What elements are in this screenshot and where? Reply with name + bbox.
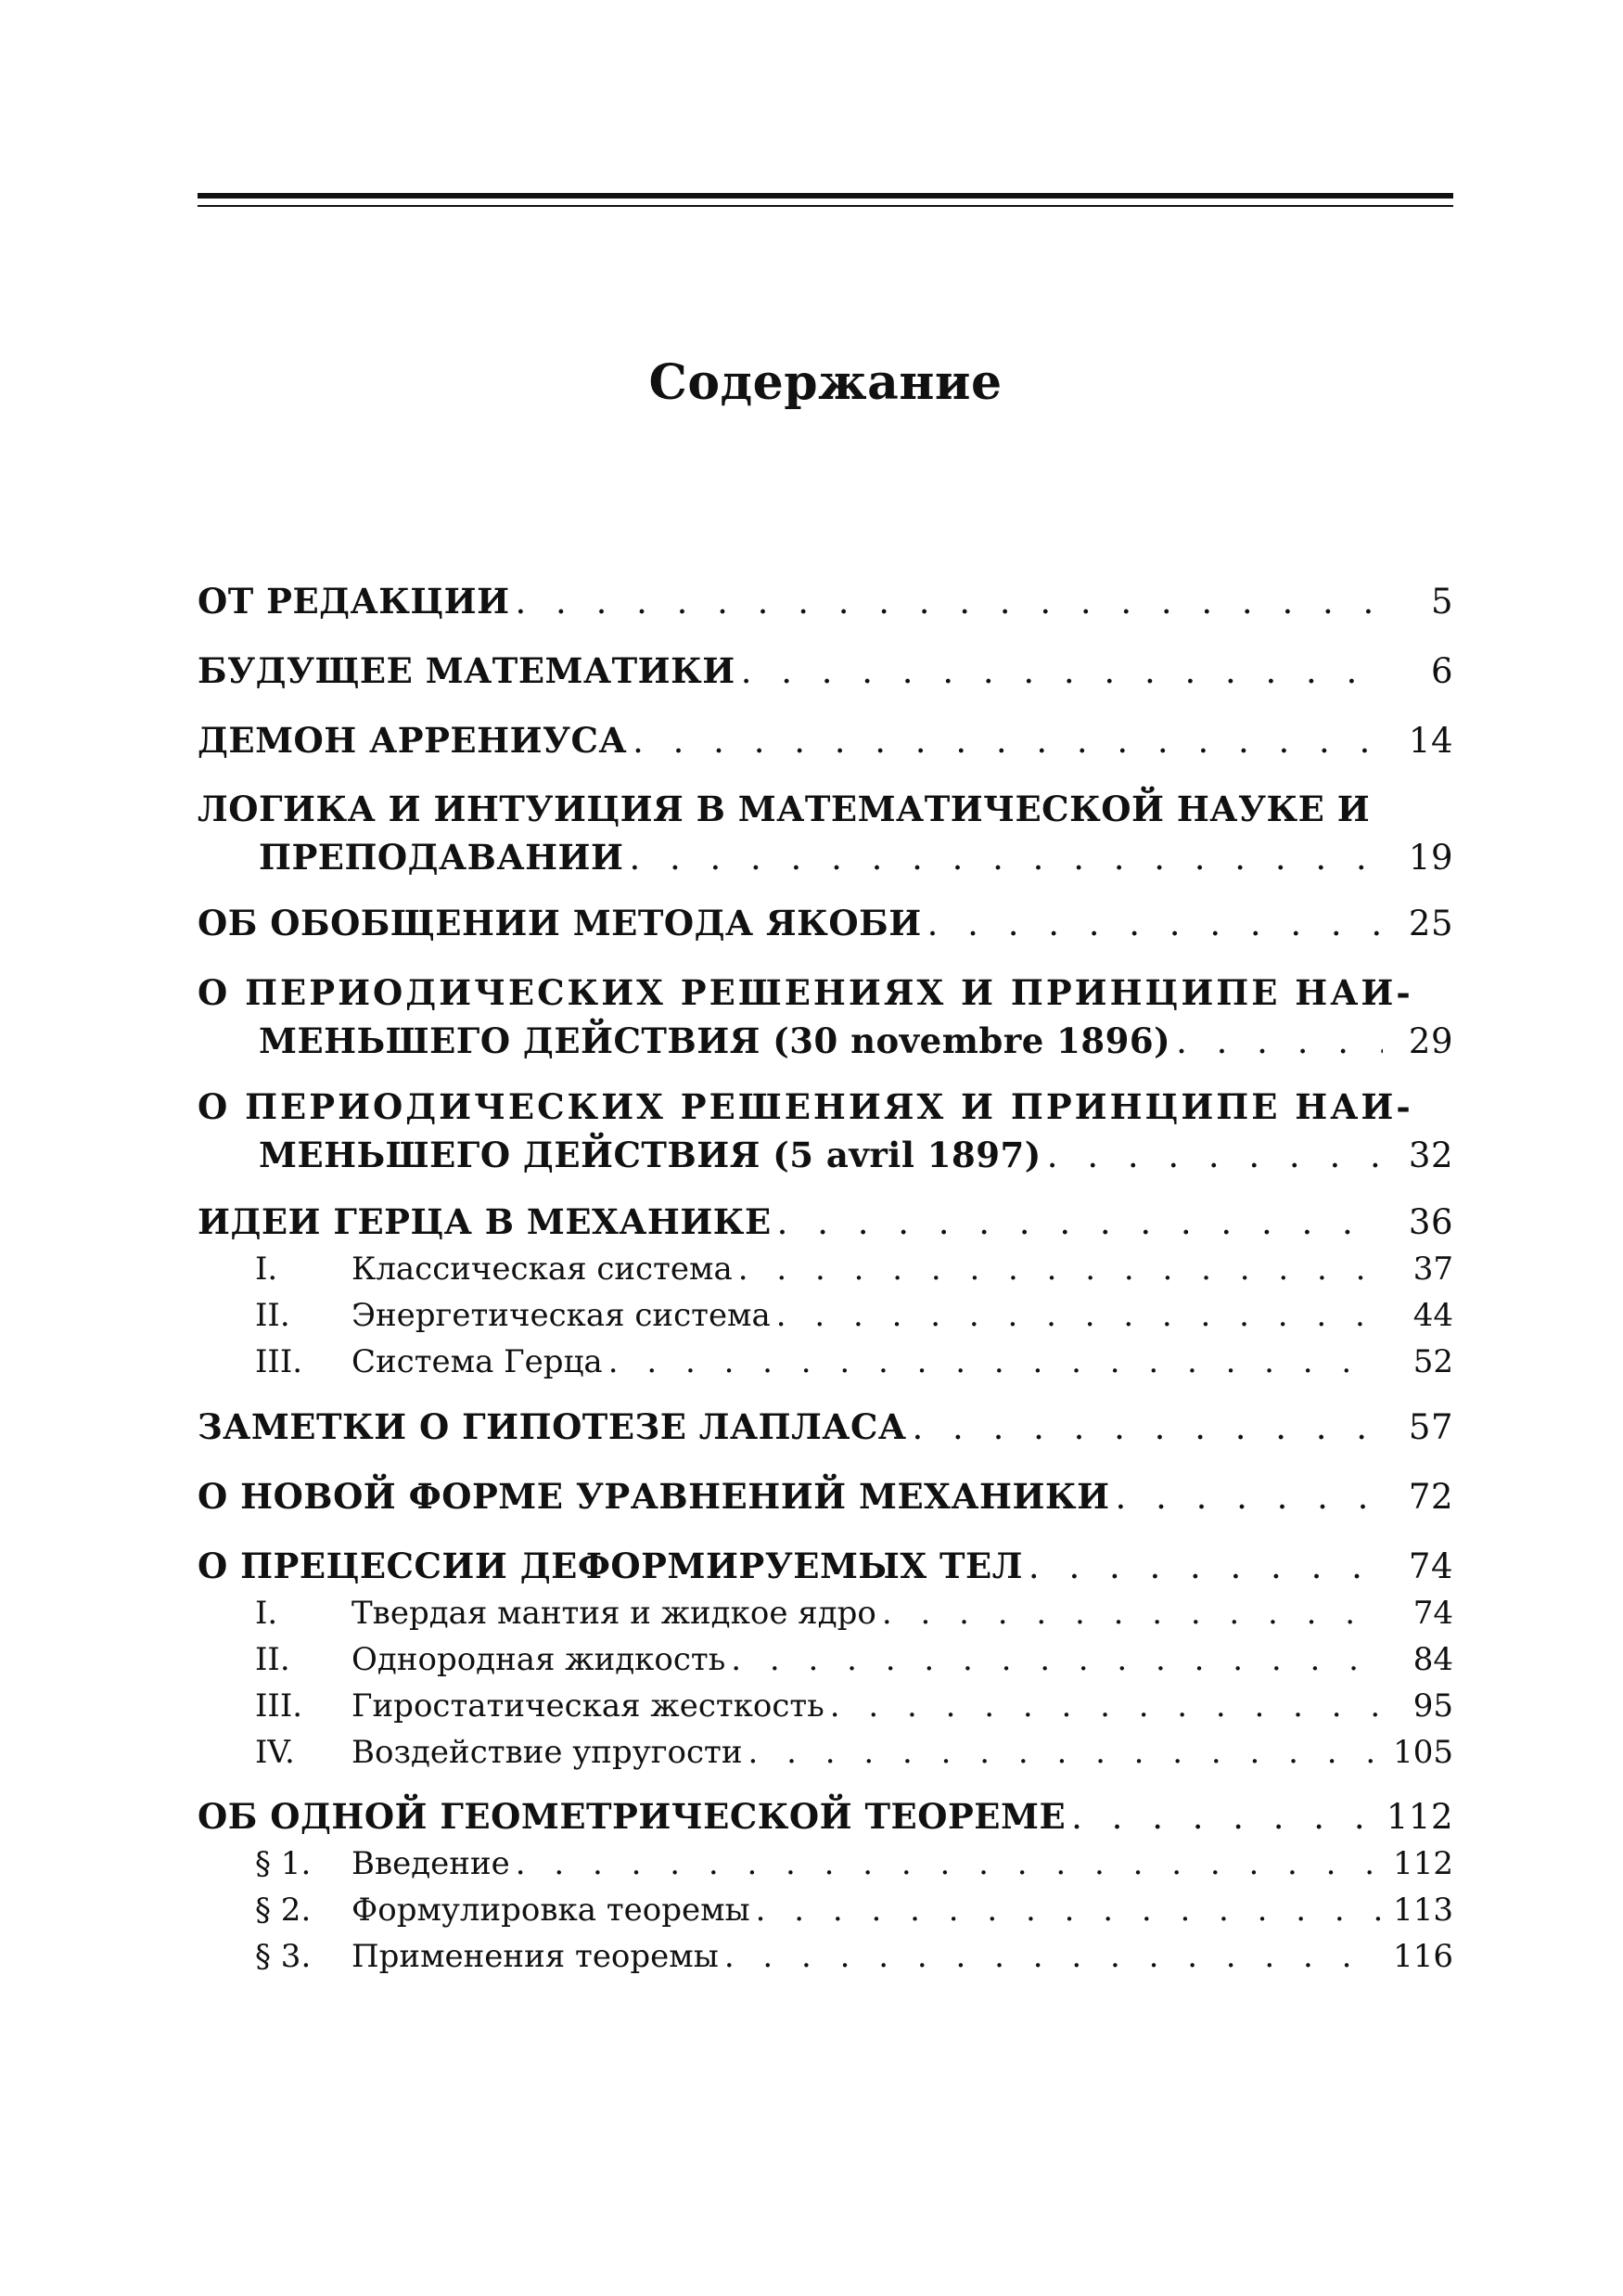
- toc-entry-title: ОБ ОДНОЙ ГЕОМЕТРИЧЕСКОЙ ТЕОРЕМЕ: [198, 1796, 1067, 1837]
- toc-subentry-title: Формулировка теоремы: [351, 1892, 750, 1929]
- toc-entry-page: 32: [1408, 1135, 1453, 1175]
- toc-subentry-number: I.: [255, 1251, 278, 1288]
- toc-entry-title-line1: О ПЕРИОДИЧЕСКИХ РЕШЕНИЯХ И ПРИНЦИПЕ НАИ-: [198, 1086, 1413, 1127]
- leader-dots: [777, 1202, 1383, 1242]
- toc-entry[interactable]: [198, 1201, 1453, 1242]
- toc-subentry-page: 44: [1412, 1297, 1453, 1334]
- toc-subentry-number: II.: [255, 1641, 290, 1678]
- leader-dots: [608, 1343, 1383, 1380]
- leader-dots: [927, 904, 1383, 943]
- page-title: Содержание: [648, 354, 1003, 411]
- toc-entry[interactable]: [198, 789, 1453, 878]
- toc-entry-title: ОБ ОБОБЩЕНИИ МЕТОДА ЯКОБИ: [198, 903, 922, 943]
- toc-subentry-number: § 3.: [255, 1938, 312, 1975]
- toc-entry-title-line1: ЛОГИКА И ИНТУИЦИЯ В МАТЕМАТИЧЕСКОЙ НАУКЕ И: [198, 789, 1371, 829]
- toc-subentry[interactable]: [198, 1892, 1453, 1938]
- toc-entry-page: 57: [1408, 1407, 1453, 1447]
- toc-subentry[interactable]: [198, 1734, 1453, 1780]
- toc-subentry-number: IV.: [255, 1734, 295, 1771]
- toc-subentry-number: II.: [255, 1297, 290, 1334]
- leader-dots: [1176, 1021, 1383, 1061]
- toc-entry-title: БУДУЩЕЕ МАТЕМАТИКИ: [198, 650, 735, 691]
- toc-subentry[interactable]: [198, 1297, 1453, 1343]
- toc-subentry-page: 112: [1393, 1845, 1453, 1882]
- toc-subentry-page: 37: [1412, 1251, 1453, 1288]
- toc-subentry-number: § 2.: [255, 1892, 312, 1929]
- toc-subentry-title: Применения теоремы: [351, 1938, 719, 1975]
- toc-entry-page: 74: [1408, 1546, 1453, 1586]
- toc-entry-page: 6: [1430, 651, 1453, 691]
- leader-dots: [776, 1297, 1383, 1334]
- leader-dots: [629, 838, 1383, 878]
- toc-subentry-title: Введение: [351, 1845, 510, 1882]
- toc-subentry[interactable]: [198, 1251, 1453, 1297]
- toc-entry[interactable]: [198, 1796, 1453, 1837]
- leader-dots: [748, 1734, 1383, 1771]
- toc-subentry[interactable]: [198, 1687, 1453, 1734]
- leader-dots: [1047, 1135, 1383, 1175]
- toc-entry-title: ИДЕИ ГЕРЦА В МЕХАНИКЕ: [198, 1201, 772, 1242]
- leader-dots: [516, 582, 1383, 622]
- leader-dots: [724, 1938, 1383, 1975]
- toc-subentry[interactable]: [198, 1641, 1453, 1687]
- toc-subentry-number: III.: [255, 1343, 303, 1380]
- toc-entry-page: 29: [1408, 1021, 1453, 1061]
- toc-subentry-page: 116: [1393, 1938, 1453, 1975]
- toc-entry-title: ЗАМЕТКИ О ГИПОТЕЗЕ ЛАПЛАСА: [198, 1406, 907, 1447]
- toc-entry-page: 72: [1408, 1477, 1453, 1517]
- toc-entry[interactable]: [198, 1086, 1453, 1175]
- toc-entry[interactable]: [198, 1546, 1453, 1586]
- toc-subentry-number: III.: [255, 1687, 303, 1725]
- toc-entry[interactable]: [198, 1476, 1453, 1517]
- toc-subentry-title: Гиростатическая жесткость: [351, 1687, 824, 1725]
- toc-entry[interactable]: [198, 972, 1453, 1061]
- leader-dots: [516, 1845, 1383, 1882]
- toc-entry-title: ДЕМОН АРРЕНИУСА: [198, 720, 628, 761]
- toc-subentry-title: Твердая мантия и жидкое ядро: [351, 1595, 876, 1632]
- toc-entry-title: ОТ РЕДАКЦИИ: [198, 581, 510, 622]
- toc-entry-title-line2: МЕНЬШЕГО ДЕЙСТВИЯ (5 avril 1897): [259, 1135, 1042, 1175]
- leader-dots: [1029, 1546, 1383, 1586]
- toc-subentry-page: 84: [1412, 1641, 1453, 1678]
- toc-subentry-title: Классическая система: [351, 1251, 733, 1288]
- toc-entry-title: О ПРЕЦЕССИИ ДЕФОРМИРУЕМЫХ ТЕЛ: [198, 1546, 1023, 1586]
- toc-subentry-title: Энергетическая система: [351, 1297, 771, 1334]
- toc-entry[interactable]: [198, 720, 1453, 761]
- toc-entry-title: О НОВОЙ ФОРМЕ УРАВНЕНИЙ МЕХАНИКИ: [198, 1476, 1110, 1517]
- toc-entry[interactable]: [198, 1406, 1453, 1447]
- toc-subentry-number: § 1.: [255, 1845, 312, 1882]
- leader-dots: [633, 721, 1383, 761]
- leader-dots: [913, 1407, 1383, 1447]
- leader-dots: [1116, 1477, 1383, 1517]
- toc-subentry[interactable]: [198, 1595, 1453, 1641]
- toc-entry-title-line2: МЕНЬШЕГО ДЕЙСТВИЯ (30 novembre 1896): [259, 1020, 1171, 1061]
- toc-subentry-page: 113: [1393, 1892, 1453, 1929]
- leader-dots: [1071, 1797, 1381, 1837]
- leader-dots: [738, 1251, 1383, 1288]
- toc-entry-page: 5: [1430, 582, 1453, 622]
- leader-dots: [756, 1892, 1383, 1929]
- leader-dots: [830, 1687, 1383, 1725]
- toc-entry[interactable]: [198, 650, 1453, 691]
- toc-entry-title-line1: О ПЕРИОДИЧЕСКИХ РЕШЕНИЯХ И ПРИНЦИПЕ НАИ-: [198, 972, 1413, 1013]
- header-rule-thin: [198, 205, 1453, 207]
- toc-subentry-page: 105: [1393, 1734, 1453, 1771]
- toc-entry-page: 36: [1408, 1202, 1453, 1242]
- toc-entry[interactable]: [198, 903, 1453, 943]
- toc-subentry-title: Система Герца: [351, 1343, 603, 1380]
- toc-entry[interactable]: [198, 581, 1453, 622]
- toc-entry-page: 19: [1408, 838, 1453, 878]
- toc-entry-page: 25: [1408, 904, 1453, 943]
- toc-subentry-title: Воздействие упругости: [351, 1734, 743, 1771]
- toc-subentry-number: I.: [255, 1595, 278, 1632]
- toc-subentry-page: 95: [1412, 1687, 1453, 1725]
- leader-dots: [882, 1595, 1383, 1632]
- toc-subentry-page: 52: [1412, 1343, 1453, 1380]
- leader-dots: [731, 1641, 1383, 1678]
- toc-entry-title-line2: ПРЕПОДАВАНИИ: [259, 837, 624, 878]
- leader-dots: [741, 651, 1383, 691]
- toc-subentry[interactable]: [198, 1343, 1453, 1390]
- toc-subentry[interactable]: [198, 1938, 1453, 1984]
- header-rule-thick: [198, 193, 1453, 199]
- toc-subentry-title: Однородная жидкость: [351, 1641, 726, 1678]
- toc-subentry[interactable]: [198, 1845, 1453, 1892]
- toc-entry-page: 112: [1386, 1797, 1453, 1837]
- toc-entry-page: 14: [1408, 721, 1453, 761]
- toc-subentry-page: 74: [1412, 1595, 1453, 1632]
